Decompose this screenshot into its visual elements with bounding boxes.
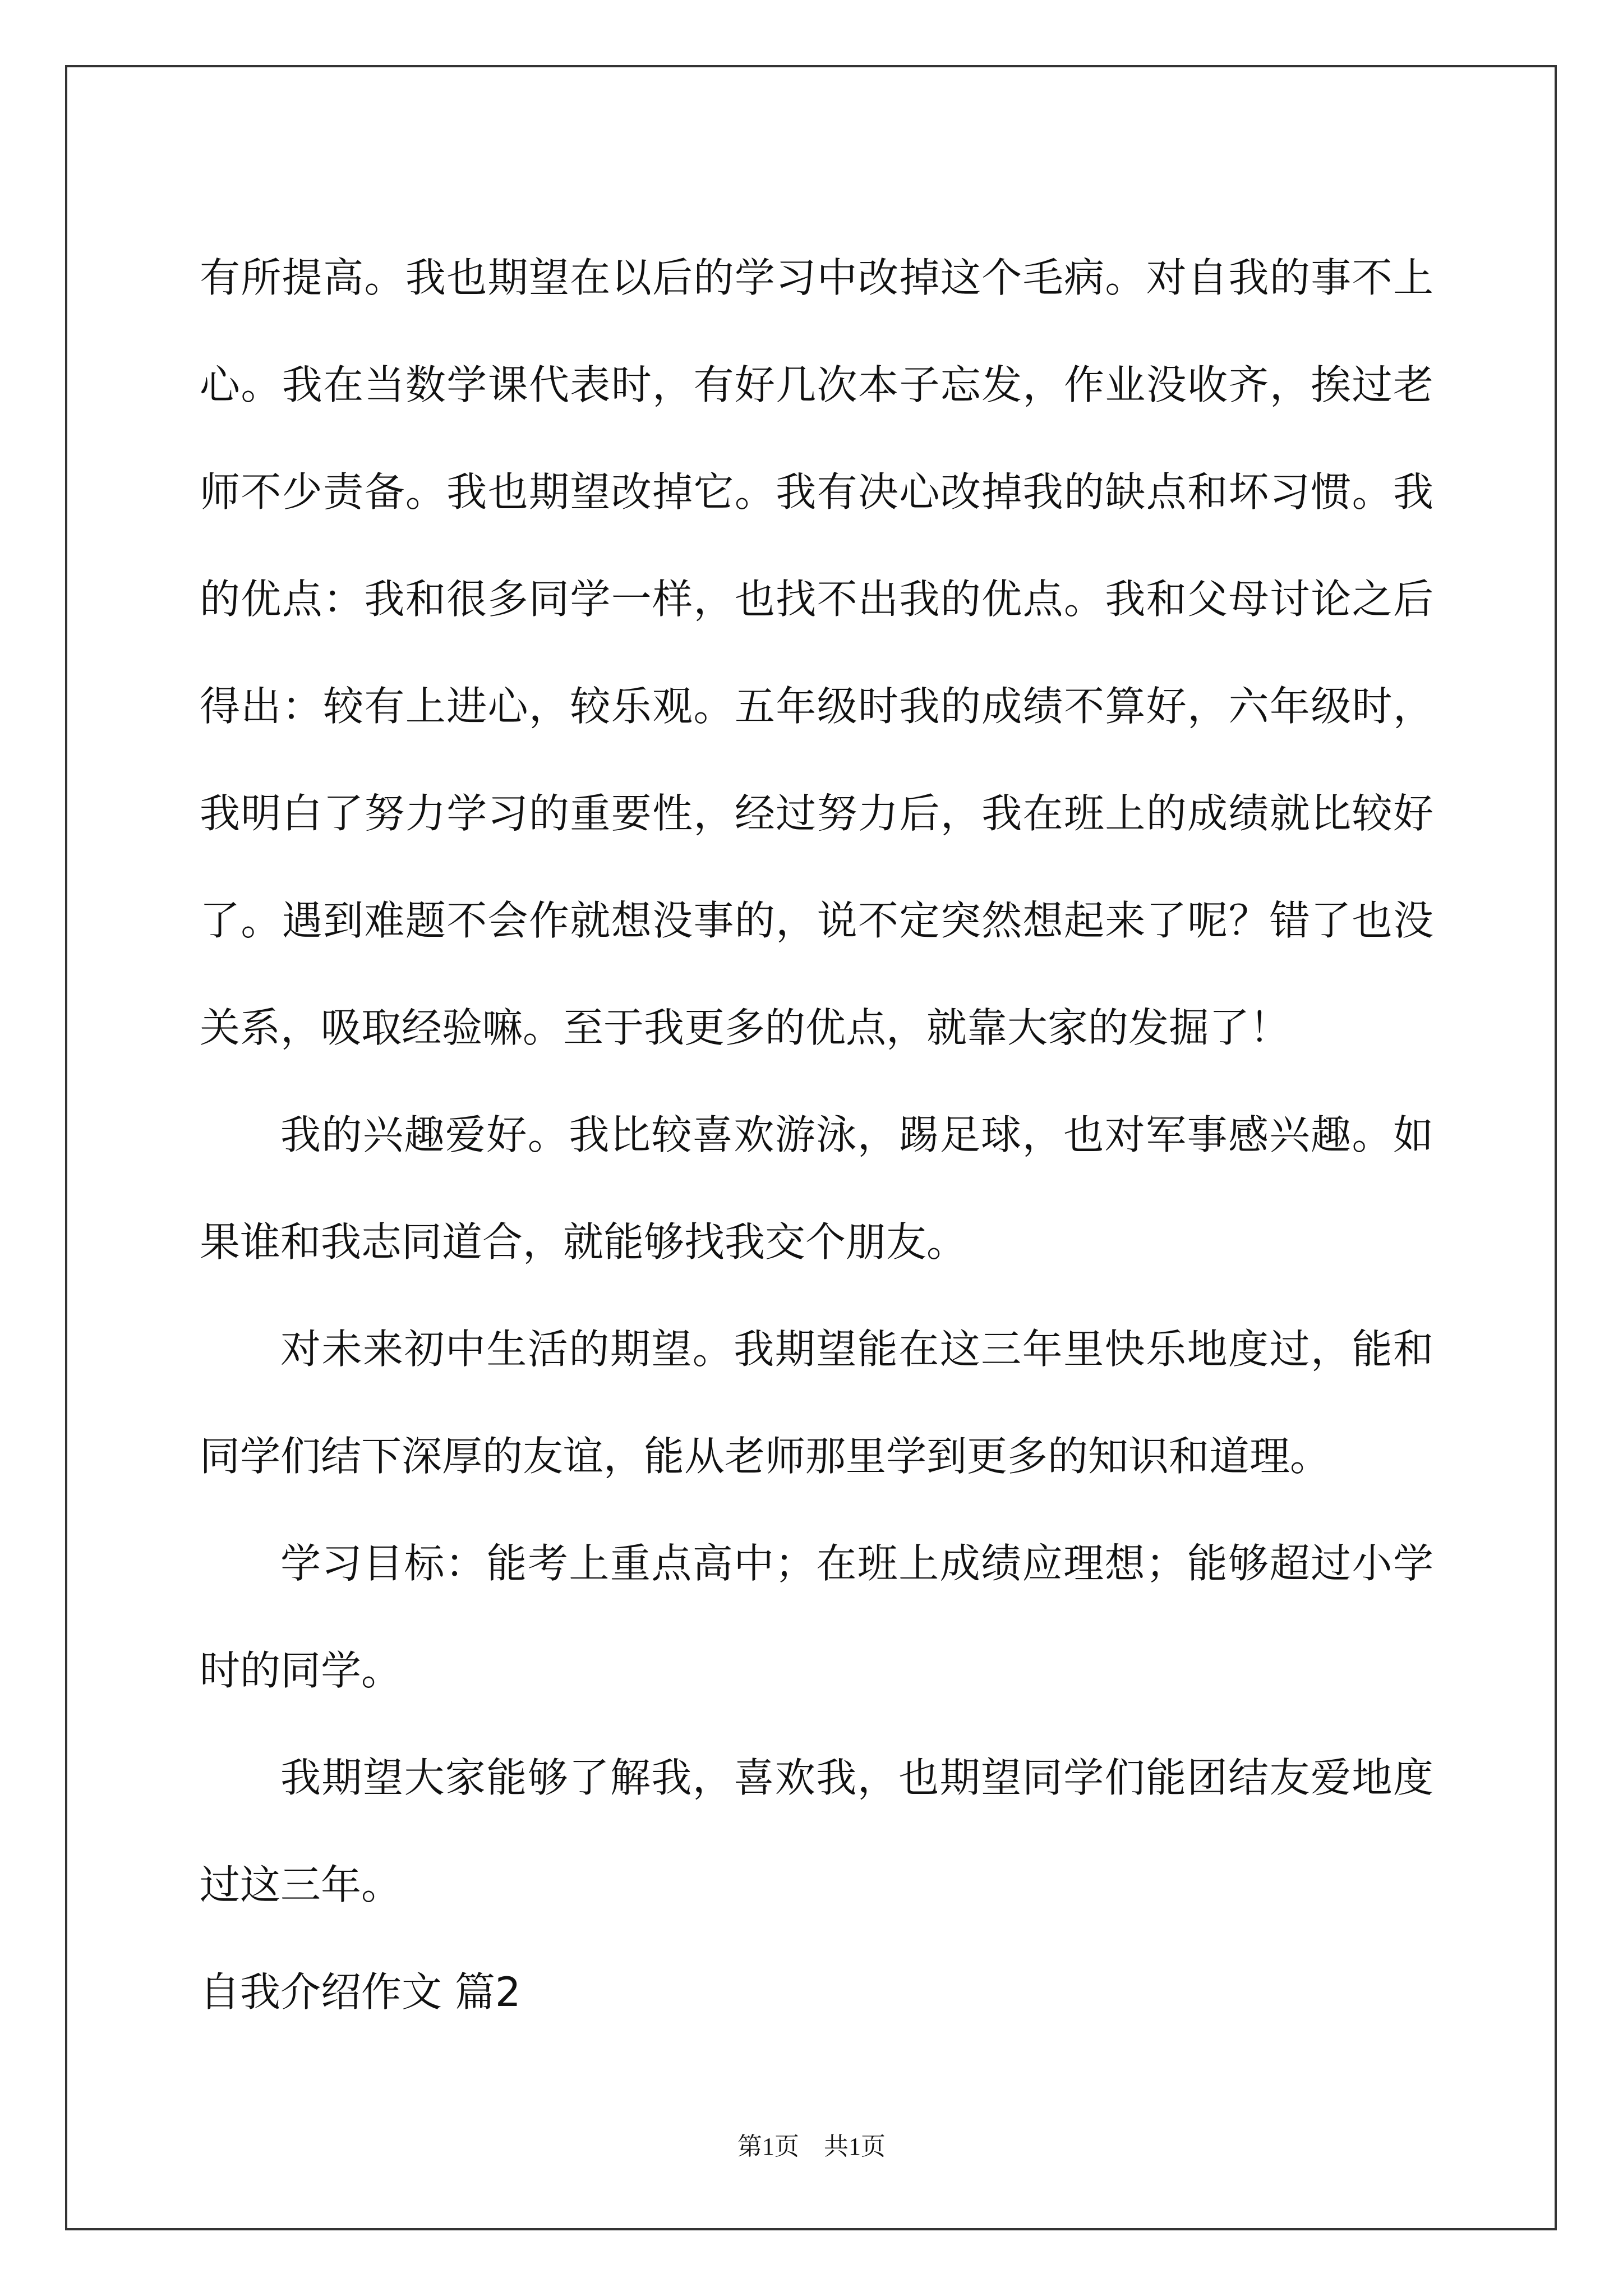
paragraph-5: 我期望大家能够了解我，喜欢我，也期望同学们能团结友爱地度过这三年。 [200,1754,1433,1908]
paragraph-2: 我的兴趣爱好。我比较喜欢游泳，踢足球，也对军事感兴趣。如果谁和我志同道合，就能够找我交个朋友。 [200,1111,1433,1266]
paragraph-3: 对未来初中生活的期望。我期望能在这三年里快乐地度过，能和同学们结下深厚的友谊，能从老师那里学到更多的知识和道理。 [200,1326,1433,1480]
document-body [200,224,1433,2046]
section-heading: 自我介绍作文 篇2 [200,1968,521,2016]
page-footer: 第1页 共1页 [737,2133,886,2160]
paragraph-4: 学习目标：能考上重点高中；在班上成绩应理想；能够超过小学时的同学。 [200,1540,1433,1694]
paragraph-1: 有所提高。我也期望在以后的学习中改掉这个毛病。对自我的事不上心。我在当数学课代表时，有好几次本子忘发，作业没收齐，挨过老师不少责备。我也期望改掉它。我有决心改掉我的缺点和坏习惯。我的优点：我和很多同学一样，也找不出我的优点。我和父母讨论之后得出：较有上进心，较乐观。五年级时我的成绩不算好，六年级时，我明白了努力学习的重要性，经过努力后，我在班上的成绩就比较好了。遇到难题不会作就想没事的，说不定突然想起来了呢？错了也没关系，吸取经验嘛。至于我更多的优点，就靠大家的发掘了！ [200,254,1433,1051]
